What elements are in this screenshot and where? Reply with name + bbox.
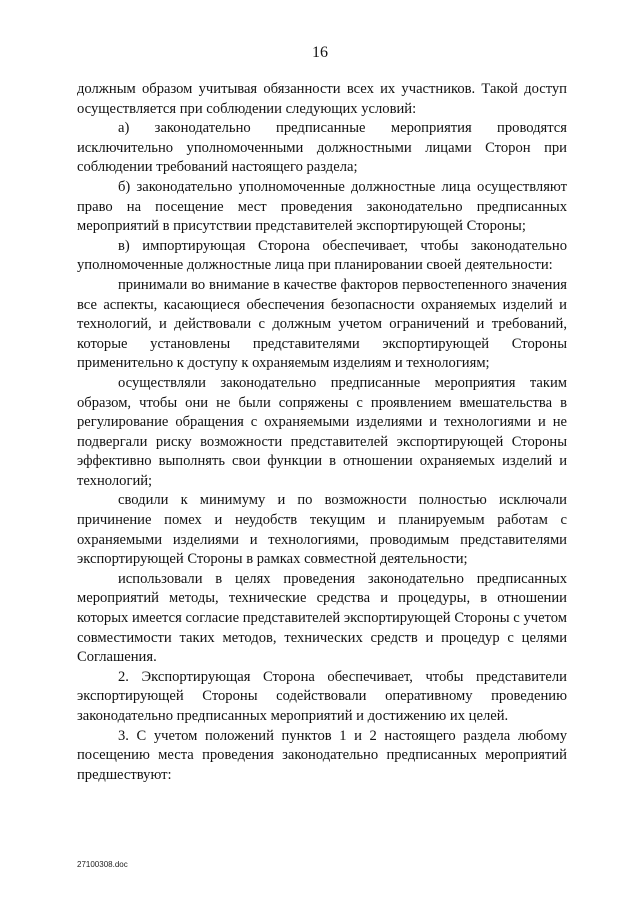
paragraph-subitem-4: использовали в целях проведения законодательно предписанных мероприятий методы, технические средства и процедуры, в отношении которых имеется согласие представителей экспортирующей Стороны с учетом совместимости таких методов, технических средств и процедур с целями Соглашения. [77, 570, 567, 666]
paragraph-item-b: б) законодательно уполномоченные должностные лица осуществляют право на посещение мест проведения законодательно предписанных мероприятий в присутствии представителей экспортирующей Стороны; [77, 178, 567, 235]
document-body [77, 80, 567, 785]
footer-filename: 27100308.doc [77, 860, 128, 869]
page-number: 16 [312, 44, 328, 61]
paragraph-subitem-1: принимали во внимание в качестве факторов первостепенного значения все аспекты, касающиеся обеспечения безопасности охраняемых изделий и технологий, и действовали с должным учетом ограничений и требований, которые установлены представителями экспортирующей Стороны применительно к доступу к охраняемым изделиям и технологиям; [77, 276, 567, 372]
paragraph-item-v: в) импортирующая Сторона обеспечивает, чтобы законодательно уполномоченные должностные лица при планировании своей деятельности: [77, 237, 567, 274]
paragraph-subitem-3: сводили к минимуму и по возможности полностью исключали причинение помех и неудобств текущим и планируемым работам с охраняемыми изделиями и технологиями, проводимым представителями экспортирующей Стороны в рамках совместной деятельности; [77, 492, 567, 568]
paragraph-subitem-2: осуществляли законодательно предписанные мероприятия таким образом, чтобы они не были сопряжены с проявлением вмешательства в регулирование обращения с охраняемыми изделиями и технологиями и не подвергали риску возможности представителей экспортирующей Стороны эффективно выполнять свои функции в отношении охраняемых изделий и технологий; [77, 374, 567, 489]
paragraph-item-a: а) законодательно предписанные мероприятия проводятся исключительно уполномоченными должностными лицами Сторон при соблюдении требований настоящего раздела; [77, 120, 567, 176]
paragraph-clause-3: 3. С учетом положений пунктов 1 и 2 настоящего раздела любому посещению места проведения законодательно предписанных мероприятий предшествуют: [77, 727, 567, 783]
paragraph-clause-2: 2. Экспортирующая Сторона обеспечивает, чтобы представители экспортирующей Стороны содействовали оперативному проведению законодательно предписанных мероприятий и достижению их целей. [77, 668, 567, 724]
paragraph-intro: должным образом учитывая обязанности всех их участников. Такой доступ осуществляется при соблюдении следующих условий: [77, 81, 567, 117]
